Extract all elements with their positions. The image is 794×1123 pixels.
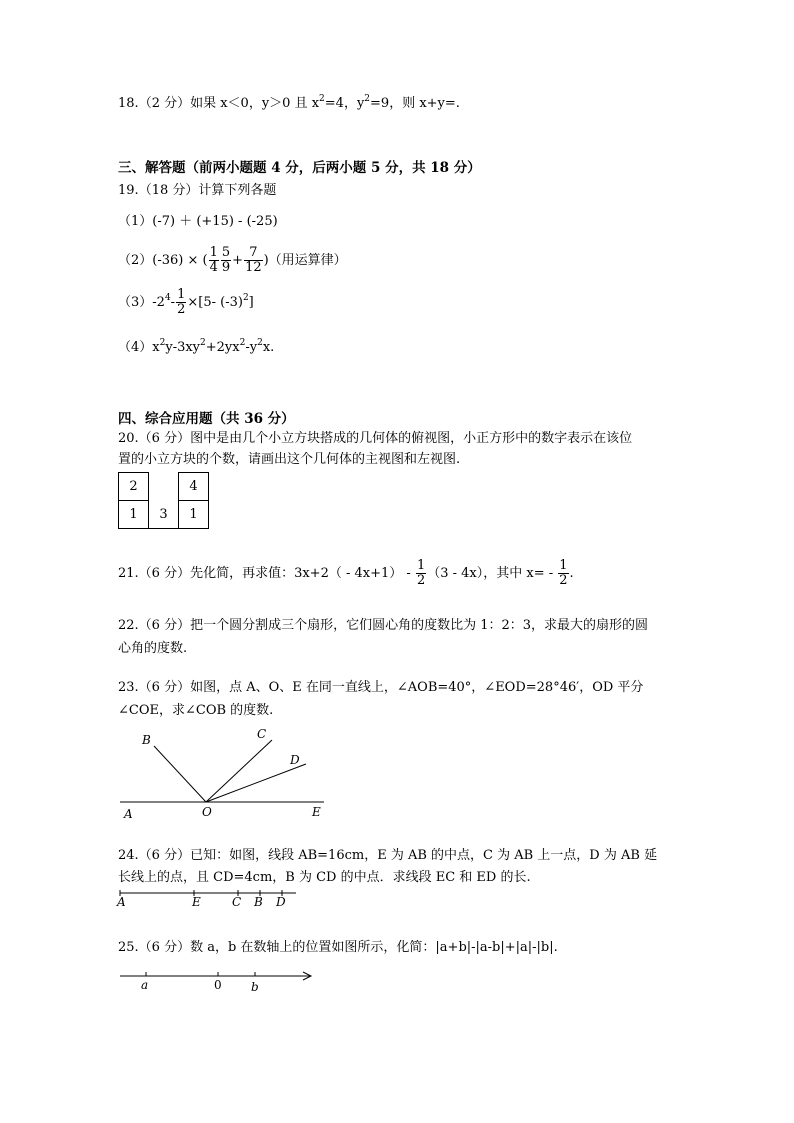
exponent: 2 [319,94,325,104]
numerator: 1 [559,558,568,573]
q22-line-1: 22.（6 分）把一个圆分割成三个扇形，它们圆心角的度数比为 1：2：3，求最大的扇形的圆 [118,618,649,633]
label-D: D [276,895,286,909]
question-21 [118,558,574,590]
question-text: =9，则 x+y=. [370,96,460,111]
q24-line-1: 24.（6 分）已知：如图，线段 AB=16cm，E 为 AB 的中点，C 为 AB 上一点，D 为 AB 延 [118,848,658,863]
grid-cell-empty [149,473,179,501]
angle-diagram [114,724,334,824]
question-number: 18. [118,96,139,111]
denominator: 12 [245,260,262,275]
top-view-grid [118,472,209,529]
question-text: 21.（6 分）先化简，再求值：3x+2（ - 4x+1） - [118,566,415,581]
question-19 [118,183,276,199]
label-O: O [202,805,212,819]
numerator: 1 [177,287,186,302]
question-score: （2 分） [138,96,191,111]
label-E: E [312,805,321,819]
exponent: 2 [159,338,166,348]
grid-cell: 1 [119,501,149,529]
expression: （3）-2 [118,295,165,310]
fraction [558,559,568,588]
question-text: 计算下列各题 [198,183,277,198]
q19-part-3 [118,288,254,318]
label-E: E [192,895,201,909]
denominator: 2 [177,302,186,317]
q23-line-2: ∠COE，求∠COB 的度数. [118,703,274,718]
denominator: 2 [416,573,426,588]
question-text: （3 - 4x），其中 x= - [427,566,558,581]
question-18 [118,96,460,112]
denominator: 9 [221,260,231,275]
fraction [416,559,426,588]
grid-cell: 4 [179,473,209,501]
fraction [244,246,263,275]
grid-cell: 1 [179,501,209,529]
exponent: 2 [200,338,206,348]
section-4-title: 四、综合应用题（共 36 分） [118,411,295,427]
q25-line-1: 25.（6 分）数 a，b 在数轴上的位置如图所示，化简：|a+b|-|a-b|+|a|-|b|. [118,940,558,955]
section-3-title: 三、解答题（前两小题题 4 分，后两小题 5 分，共 18 分） [118,160,481,176]
label-a: a [141,978,149,992]
expression: x. [262,340,275,355]
label-zero: 0 [214,978,222,992]
grid-row [119,473,209,501]
exponent: 2 [242,293,249,303]
ray-OC [206,740,272,802]
exponent: 2 [364,94,371,104]
expression: ] [248,295,254,310]
label-C: C [232,895,242,909]
q19-part-4 [118,340,274,356]
label-C: C [257,727,267,741]
numerator: 1 [209,245,218,260]
label-b: b [251,980,259,994]
q22-line-2: 心角的度数. [118,641,188,656]
label-B: B [254,895,263,909]
q20-line-1: 20.（6 分）图中是由几个小立方块搭成的几何体的俯视图，小正方形中的数字表示在该位 [118,431,633,446]
exponent: 2 [239,338,246,348]
exponent: 2 [257,338,263,348]
segment-diagram [114,888,304,914]
exponent: 4 [164,293,171,303]
fraction [221,246,231,275]
q20-line-2: 置的小立方块的个数，请画出这个几何体的主视图和左视图. [118,452,461,467]
label-B: B [142,733,151,747]
ray-OD [206,764,306,802]
q19-part-2 [118,246,347,276]
expression: （2）(-36) × ( [118,253,208,268]
expression: +2yx [205,340,240,355]
expression: y-3xy [165,340,201,355]
expression: ×[5- (-3) [187,295,243,310]
expression: -y [245,340,258,355]
numerator: 1 [416,558,426,573]
ray-OB [154,746,206,802]
question-number: 19. [118,183,139,198]
number-line [114,966,324,996]
question-text: . [569,566,574,581]
q23-line-1: 23.（6 分）如图，点 A、O、E 在同一直线上，∠AOB=40°，∠EOD=28°46′，OD 平分 [118,680,644,695]
label-D: D [290,753,300,767]
grid-cell: 3 [149,501,179,529]
label-A: A [124,807,133,821]
expression: )（用运算律） [263,253,347,268]
operator: + [232,253,244,268]
grid-row [119,501,209,529]
fraction [176,288,186,317]
grid-cell: 2 [119,473,149,501]
q19-part-1: （1）(-7) ＋ (+15) - (-25) [118,214,278,229]
fraction [209,246,219,275]
denominator: 2 [559,573,568,588]
q24-line-2: 长线上的点，且 CD=4cm，B 为 CD 的中点．求线段 EC 和 ED 的长. [118,870,531,885]
question-text: 如果 x＜0，y＞0 且 x [190,96,320,111]
denominator: 4 [209,260,218,275]
label-A: A [117,895,126,909]
operator: - [170,295,176,310]
numerator: 7 [244,246,263,261]
numerator: 5 [221,245,231,260]
question-score: （18 分） [138,183,199,198]
question-text: =4，y [324,96,365,111]
expression: （4）x [118,340,160,355]
